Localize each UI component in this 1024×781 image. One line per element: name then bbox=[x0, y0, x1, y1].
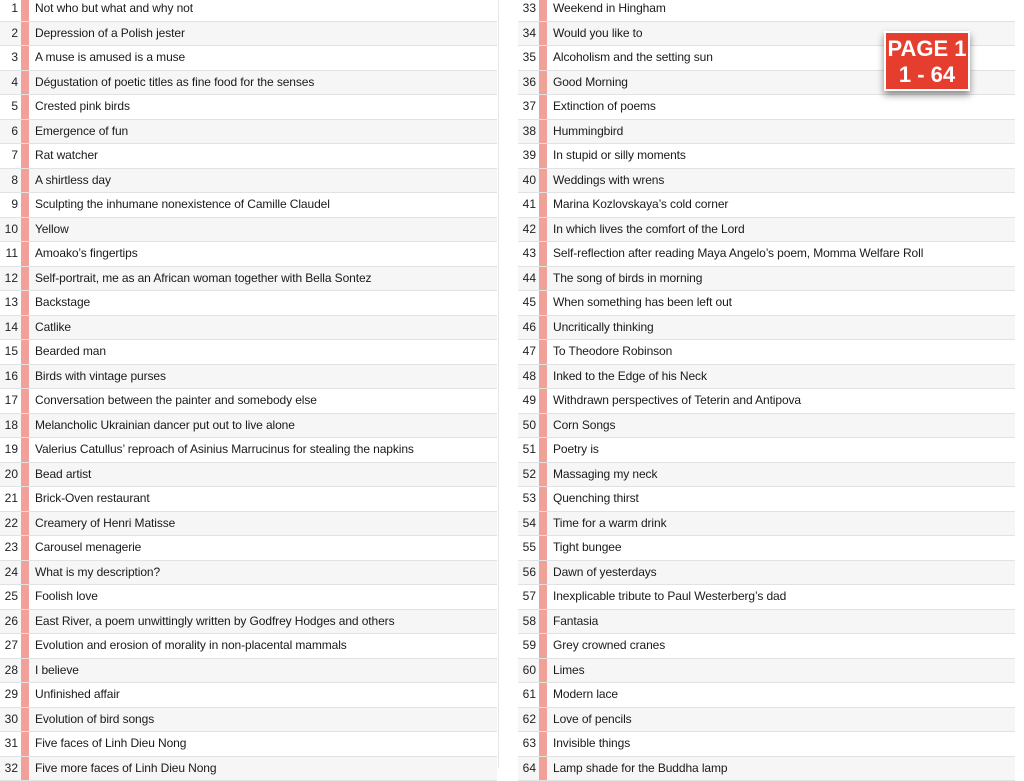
accent-bar bbox=[539, 757, 547, 781]
item-title: Dégustation of poetic titles as fine food for the senses bbox=[29, 71, 497, 95]
item-number: 15 bbox=[0, 340, 21, 364]
item-number: 52 bbox=[518, 463, 539, 487]
accent-bar bbox=[539, 512, 547, 536]
page-badge bbox=[884, 31, 970, 91]
list-item bbox=[518, 585, 1015, 610]
accent-bar bbox=[539, 340, 547, 364]
item-title: Hummingbird bbox=[547, 120, 1015, 144]
item-number: 57 bbox=[518, 585, 539, 609]
item-title: Tight bungee bbox=[547, 536, 1015, 560]
accent-bar bbox=[539, 46, 547, 70]
list-item bbox=[0, 610, 497, 635]
item-title: Five faces of Linh Dieu Nong bbox=[29, 732, 497, 756]
item-title: Crested pink birds bbox=[29, 95, 497, 119]
item-title: Foolish love bbox=[29, 585, 497, 609]
page-badge-label: PAGE 1 bbox=[886, 36, 968, 62]
list-item bbox=[0, 340, 497, 365]
accent-bar bbox=[21, 414, 29, 438]
accent-bar bbox=[21, 291, 29, 315]
item-number: 12 bbox=[0, 267, 21, 291]
item-number: 2 bbox=[0, 22, 21, 46]
accent-bar bbox=[539, 487, 547, 511]
list-item bbox=[0, 0, 497, 22]
item-number: 51 bbox=[518, 438, 539, 462]
list-item bbox=[518, 438, 1015, 463]
accent-bar bbox=[21, 561, 29, 585]
item-number: 34 bbox=[518, 22, 539, 46]
item-title: Quenching thirst bbox=[547, 487, 1015, 511]
accent-bar bbox=[539, 242, 547, 266]
item-title: Withdrawn perspectives of Teterin and Antipova bbox=[547, 389, 1015, 413]
accent-bar bbox=[539, 22, 547, 46]
list-item bbox=[0, 561, 497, 586]
accent-bar bbox=[539, 634, 547, 658]
item-number: 53 bbox=[518, 487, 539, 511]
item-number: 44 bbox=[518, 267, 539, 291]
list-item bbox=[518, 659, 1015, 684]
list-item bbox=[518, 634, 1015, 659]
accent-bar bbox=[539, 389, 547, 413]
list-item bbox=[0, 71, 497, 96]
item-title: Backstage bbox=[29, 291, 497, 315]
accent-bar bbox=[21, 193, 29, 217]
accent-bar bbox=[21, 732, 29, 756]
item-number: 3 bbox=[0, 46, 21, 70]
item-title: Five more faces of Linh Dieu Nong bbox=[29, 757, 497, 781]
list-item bbox=[0, 95, 497, 120]
item-number: 7 bbox=[0, 144, 21, 168]
item-title: When something has been left out bbox=[547, 291, 1015, 315]
accent-bar bbox=[539, 365, 547, 389]
item-title: What is my description? bbox=[29, 561, 497, 585]
list-item bbox=[0, 438, 497, 463]
item-number: 64 bbox=[518, 757, 539, 781]
accent-bar bbox=[539, 291, 547, 315]
accent-bar bbox=[539, 659, 547, 683]
item-title: Emergence of fun bbox=[29, 120, 497, 144]
accent-bar bbox=[21, 0, 29, 21]
list-item bbox=[0, 732, 497, 757]
item-number: 45 bbox=[518, 291, 539, 315]
item-title: Extinction of poems bbox=[547, 95, 1015, 119]
list-item bbox=[0, 389, 497, 414]
item-number: 4 bbox=[0, 71, 21, 95]
accent-bar bbox=[21, 634, 29, 658]
item-title: Lamp shade for the Buddha lamp bbox=[547, 757, 1015, 781]
item-title: Rat watcher bbox=[29, 144, 497, 168]
item-title: The song of birds in morning bbox=[547, 267, 1015, 291]
item-number: 42 bbox=[518, 218, 539, 242]
list-item bbox=[518, 0, 1015, 22]
accent-bar bbox=[539, 267, 547, 291]
accent-bar bbox=[539, 144, 547, 168]
list-item bbox=[518, 512, 1015, 537]
accent-bar bbox=[539, 585, 547, 609]
item-title: Modern lace bbox=[547, 683, 1015, 707]
accent-bar bbox=[539, 218, 547, 242]
list-item bbox=[0, 144, 497, 169]
item-number: 6 bbox=[0, 120, 21, 144]
item-number: 35 bbox=[518, 46, 539, 70]
accent-bar bbox=[21, 610, 29, 634]
list-item bbox=[518, 414, 1015, 439]
list-item bbox=[518, 120, 1015, 145]
item-number: 36 bbox=[518, 71, 539, 95]
accent-bar bbox=[21, 463, 29, 487]
item-title: Self-reflection after reading Maya Angelo’s poem, Momma Welfare Roll bbox=[547, 242, 1015, 266]
poem-list-left bbox=[0, 0, 497, 781]
item-number: 28 bbox=[0, 659, 21, 683]
item-title: Weekend in Hingham bbox=[547, 0, 1015, 21]
item-number: 9 bbox=[0, 193, 21, 217]
item-number: 16 bbox=[0, 365, 21, 389]
item-number: 38 bbox=[518, 120, 539, 144]
item-title: To Theodore Robinson bbox=[547, 340, 1015, 364]
accent-bar bbox=[21, 757, 29, 781]
accent-bar bbox=[21, 365, 29, 389]
item-title: Limes bbox=[547, 659, 1015, 683]
accent-bar bbox=[21, 683, 29, 707]
item-title: East River, a poem unwittingly written by Godfrey Hodges and others bbox=[29, 610, 497, 634]
list-item bbox=[0, 683, 497, 708]
accent-bar bbox=[21, 536, 29, 560]
item-title: Inked to the Edge of his Neck bbox=[547, 365, 1015, 389]
item-number: 49 bbox=[518, 389, 539, 413]
item-title: Catlike bbox=[29, 316, 497, 340]
item-number: 27 bbox=[0, 634, 21, 658]
list-item bbox=[518, 340, 1015, 365]
list-item bbox=[0, 536, 497, 561]
item-title: Would you like to bbox=[547, 22, 1015, 46]
item-number: 61 bbox=[518, 683, 539, 707]
list-item bbox=[518, 536, 1015, 561]
accent-bar bbox=[21, 512, 29, 536]
item-title: In which lives the comfort of the Lord bbox=[547, 218, 1015, 242]
item-number: 22 bbox=[0, 512, 21, 536]
list-item bbox=[518, 683, 1015, 708]
item-number: 58 bbox=[518, 610, 539, 634]
list-item bbox=[518, 365, 1015, 390]
item-title: Inexplicable tribute to Paul Westerberg’s dad bbox=[547, 585, 1015, 609]
item-number: 63 bbox=[518, 732, 539, 756]
item-title: Massaging my neck bbox=[547, 463, 1015, 487]
item-number: 21 bbox=[0, 487, 21, 511]
list-item bbox=[518, 610, 1015, 635]
item-title: Poetry is bbox=[547, 438, 1015, 462]
list-item bbox=[518, 291, 1015, 316]
accent-bar bbox=[539, 120, 547, 144]
item-title: Bead artist bbox=[29, 463, 497, 487]
accent-bar bbox=[21, 585, 29, 609]
list-item bbox=[518, 218, 1015, 243]
item-title: Valerius Catullus’ reproach of Asinius Marrucinus for stealing the napkins bbox=[29, 438, 497, 462]
accent-bar bbox=[21, 340, 29, 364]
accent-bar bbox=[539, 536, 547, 560]
item-title: A muse is amused is a muse bbox=[29, 46, 497, 70]
item-title: Brick-Oven restaurant bbox=[29, 487, 497, 511]
accent-bar bbox=[21, 267, 29, 291]
list-item bbox=[0, 365, 497, 390]
list-item bbox=[0, 242, 497, 267]
item-title: Dawn of yesterdays bbox=[547, 561, 1015, 585]
item-number: 55 bbox=[518, 536, 539, 560]
accent-bar bbox=[21, 71, 29, 95]
accent-bar bbox=[21, 659, 29, 683]
item-number: 8 bbox=[0, 169, 21, 193]
item-number: 1 bbox=[0, 0, 21, 21]
list-item bbox=[518, 193, 1015, 218]
list-item bbox=[0, 512, 497, 537]
accent-bar bbox=[21, 46, 29, 70]
list-item bbox=[518, 463, 1015, 488]
accent-bar bbox=[539, 438, 547, 462]
item-number: 41 bbox=[518, 193, 539, 217]
accent-bar bbox=[539, 316, 547, 340]
item-number: 20 bbox=[0, 463, 21, 487]
list-item bbox=[518, 242, 1015, 267]
item-number: 47 bbox=[518, 340, 539, 364]
list-item bbox=[0, 585, 497, 610]
list-item bbox=[0, 414, 497, 439]
item-number: 39 bbox=[518, 144, 539, 168]
item-number: 46 bbox=[518, 316, 539, 340]
item-number: 62 bbox=[518, 708, 539, 732]
list-item bbox=[518, 144, 1015, 169]
list-item bbox=[0, 193, 497, 218]
item-title: Marina Kozlovskaya’s cold corner bbox=[547, 193, 1015, 217]
item-number: 43 bbox=[518, 242, 539, 266]
list-item bbox=[0, 169, 497, 194]
list-item bbox=[518, 95, 1015, 120]
accent-bar bbox=[21, 22, 29, 46]
item-number: 24 bbox=[0, 561, 21, 585]
list-item bbox=[0, 291, 497, 316]
item-number: 25 bbox=[0, 585, 21, 609]
accent-bar bbox=[539, 414, 547, 438]
accent-bar bbox=[539, 71, 547, 95]
list-item bbox=[518, 316, 1015, 341]
item-number: 60 bbox=[518, 659, 539, 683]
list-item bbox=[0, 708, 497, 733]
list-item bbox=[0, 46, 497, 71]
list-item bbox=[518, 732, 1015, 757]
accent-bar bbox=[21, 242, 29, 266]
item-title: Grey crowned cranes bbox=[547, 634, 1015, 658]
item-title: Time for a warm drink bbox=[547, 512, 1015, 536]
accent-bar bbox=[539, 95, 547, 119]
accent-bar bbox=[21, 218, 29, 242]
accent-bar bbox=[21, 95, 29, 119]
item-title: Uncritically thinking bbox=[547, 316, 1015, 340]
item-title: Birds with vintage purses bbox=[29, 365, 497, 389]
item-number: 37 bbox=[518, 95, 539, 119]
list-item bbox=[0, 218, 497, 243]
item-number: 23 bbox=[0, 536, 21, 560]
item-number: 10 bbox=[0, 218, 21, 242]
item-title: Good Morning bbox=[547, 71, 1015, 95]
list-item bbox=[0, 487, 497, 512]
list-item bbox=[0, 659, 497, 684]
accent-bar bbox=[21, 389, 29, 413]
item-number: 40 bbox=[518, 169, 539, 193]
list-item bbox=[518, 267, 1015, 292]
item-title: Evolution of bird songs bbox=[29, 708, 497, 732]
accent-bar bbox=[21, 487, 29, 511]
item-title: Conversation between the painter and somebody else bbox=[29, 389, 497, 413]
list-item bbox=[0, 463, 497, 488]
list-item bbox=[0, 634, 497, 659]
list-item bbox=[518, 487, 1015, 512]
accent-bar bbox=[21, 144, 29, 168]
item-title: Sculpting the inhumane nonexistence of Camille Claudel bbox=[29, 193, 497, 217]
list-item bbox=[518, 561, 1015, 586]
item-number: 29 bbox=[0, 683, 21, 707]
column-divider bbox=[498, 0, 499, 768]
item-title: Melancholic Ukrainian dancer put out to live alone bbox=[29, 414, 497, 438]
item-title: Invisible things bbox=[547, 732, 1015, 756]
item-number: 48 bbox=[518, 365, 539, 389]
item-title: Weddings with wrens bbox=[547, 169, 1015, 193]
item-number: 26 bbox=[0, 610, 21, 634]
item-number: 56 bbox=[518, 561, 539, 585]
accent-bar bbox=[539, 610, 547, 634]
list-item bbox=[0, 316, 497, 341]
accent-bar bbox=[21, 708, 29, 732]
item-title: Creamery of Henri Matisse bbox=[29, 512, 497, 536]
item-number: 31 bbox=[0, 732, 21, 756]
item-number: 59 bbox=[518, 634, 539, 658]
item-number: 5 bbox=[0, 95, 21, 119]
item-title: In stupid or silly moments bbox=[547, 144, 1015, 168]
item-title: A shirtless day bbox=[29, 169, 497, 193]
item-number: 30 bbox=[0, 708, 21, 732]
item-number: 32 bbox=[0, 757, 21, 781]
item-title: Fantasia bbox=[547, 610, 1015, 634]
list-item bbox=[518, 389, 1015, 414]
item-number: 33 bbox=[518, 0, 539, 21]
accent-bar bbox=[539, 561, 547, 585]
list-item bbox=[0, 267, 497, 292]
poem-list-right bbox=[518, 0, 1015, 781]
item-title: Corn Songs bbox=[547, 414, 1015, 438]
item-title: Carousel menagerie bbox=[29, 536, 497, 560]
item-title: Not who but what and why not bbox=[29, 0, 497, 21]
item-title: Bearded man bbox=[29, 340, 497, 364]
item-number: 19 bbox=[0, 438, 21, 462]
item-title: Self-portrait, me as an African woman together with Bella Sontez bbox=[29, 267, 497, 291]
item-title: Amoako’s fingertips bbox=[29, 242, 497, 266]
accent-bar bbox=[539, 463, 547, 487]
accent-bar bbox=[539, 193, 547, 217]
item-number: 50 bbox=[518, 414, 539, 438]
list-item bbox=[0, 120, 497, 145]
item-title: Love of pencils bbox=[547, 708, 1015, 732]
item-title: I believe bbox=[29, 659, 497, 683]
accent-bar bbox=[21, 438, 29, 462]
item-number: 18 bbox=[0, 414, 21, 438]
item-title: Yellow bbox=[29, 218, 497, 242]
item-title: Alcoholism and the setting sun bbox=[547, 46, 1015, 70]
accent-bar bbox=[21, 120, 29, 144]
item-number: 17 bbox=[0, 389, 21, 413]
accent-bar bbox=[539, 708, 547, 732]
item-title: Unfinished affair bbox=[29, 683, 497, 707]
item-number: 14 bbox=[0, 316, 21, 340]
list-item bbox=[518, 708, 1015, 733]
item-title: Evolution and erosion of morality in non-placental mammals bbox=[29, 634, 497, 658]
page-badge-range: 1 - 64 bbox=[886, 62, 968, 88]
list-item bbox=[518, 757, 1015, 781]
item-number: 11 bbox=[0, 242, 21, 266]
list-item bbox=[0, 22, 497, 47]
accent-bar bbox=[539, 0, 547, 21]
list-item bbox=[518, 169, 1015, 194]
accent-bar bbox=[539, 169, 547, 193]
accent-bar bbox=[21, 169, 29, 193]
accent-bar bbox=[21, 316, 29, 340]
item-title: Depression of a Polish jester bbox=[29, 22, 497, 46]
accent-bar bbox=[539, 683, 547, 707]
item-number: 54 bbox=[518, 512, 539, 536]
accent-bar bbox=[539, 732, 547, 756]
list-item bbox=[0, 757, 497, 781]
item-number: 13 bbox=[0, 291, 21, 315]
